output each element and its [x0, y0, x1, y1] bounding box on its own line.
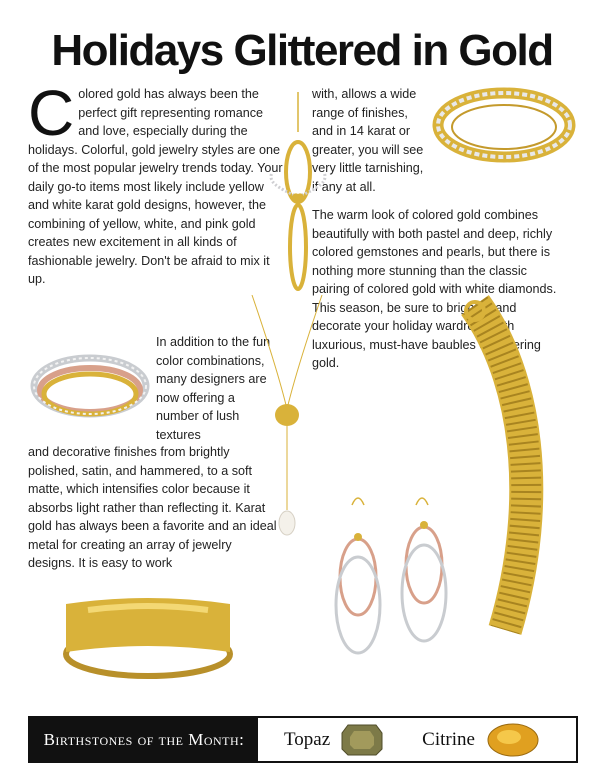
article-paragraph-2: In addition to the fun color combinations, many designers are now offering a number of lush textures	[156, 335, 271, 442]
drop-cap: C	[28, 77, 75, 149]
cross-angel-pendant-image	[268, 92, 328, 297]
gold-diamond-band-ring-image	[432, 85, 577, 163]
article-column-left-bottom	[28, 443, 278, 573]
multi-tone-ring-image	[30, 346, 152, 424]
article-paragraph-2-cont: and decorative finishes from brightly polished, satin, and hammered, to a soft matte, which intensifies color because it absorbs light rather than reflecting it. Karat gold has always been a favorite and an ideal metal for creating an array of jewelry designs. It is easy to work	[28, 445, 277, 570]
page-title: Holidays Glittered in Gold	[51, 26, 553, 75]
gold-mesh-bracelet-image	[455, 295, 557, 640]
hoop-earrings-image	[332, 485, 452, 660]
topaz-gem-icon	[340, 723, 384, 757]
stone-name-citrine: Citrine	[422, 728, 475, 750]
citrine-gem-icon	[485, 721, 541, 759]
birthstones-label: Birthstones of the Month:	[30, 718, 258, 761]
birthstones-footer	[28, 716, 578, 763]
article-column-left-top	[28, 77, 286, 289]
pearl-lariat-necklace-image	[248, 295, 326, 555]
stone-name-topaz: Topaz	[284, 728, 331, 750]
article-paragraph-1: olored gold has always been the perfect gift representing romance and love, especially during the holidays. Colorful, gold jewelry styles are one of the most popular jewelry trends today. Your daily go-to items most likely include yellow and white karat gold designs, however, the combining of yellow, white, and pink gold creates new excitement in all kinds of fashionable jewelry. Don't be afraid to mix it up.	[28, 87, 283, 286]
article-paragraph-4: The warm look of colored gold combines beautifully with both pastel and deep, richly colored gemstones and pearls, but there is nothing more stunning than the classic pairing of colored gold with white diamonds. This season, be sure to brighten and decorate your holiday wardrobe with luxurious, must-have baubles of glittering gold.	[312, 208, 557, 370]
gold-cuff-bracelet-image	[48, 582, 248, 682]
article-column-right-top	[312, 85, 430, 196]
article-paragraph-3: with, allows a wide range of finishes, and in 14 karat or greater, you will see very little tarnishing, if any at all.	[312, 87, 424, 194]
